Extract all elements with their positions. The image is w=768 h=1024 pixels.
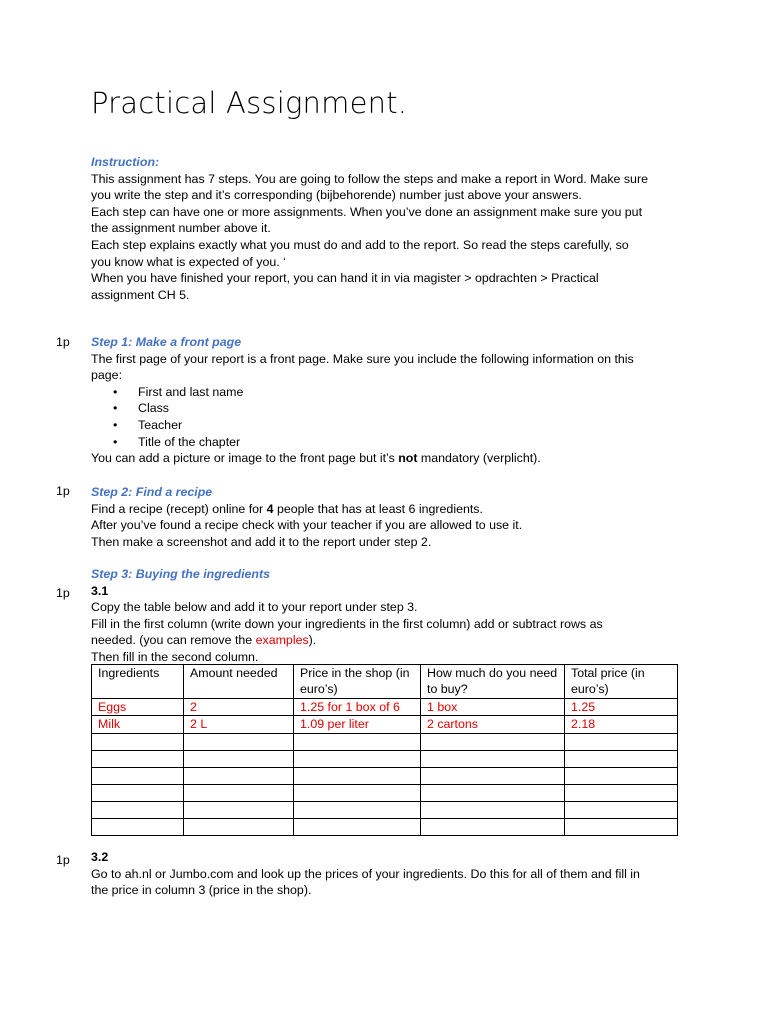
instruction-line: When you have finished your report, you can hand it in via magister > opdrachten > Practical bbox=[91, 271, 599, 286]
step3-points: 1p bbox=[56, 586, 70, 600]
ingredients-table bbox=[91, 664, 678, 836]
empty-cell bbox=[565, 784, 678, 801]
instruction-line: assignment CH 5. bbox=[91, 287, 190, 302]
step1-closing bbox=[91, 450, 691, 467]
step3-line: Then fill in the second column. bbox=[91, 649, 259, 664]
step1-points: 1p bbox=[56, 335, 70, 349]
step3-line: Fill in the first column (write down your ingredients in the first column) add or subtract rows as bbox=[91, 616, 603, 631]
table-header-row bbox=[92, 665, 678, 699]
table-cell: 1 box bbox=[421, 698, 565, 715]
empty-cell bbox=[565, 733, 678, 750]
step1-closing-text-end: mandatory (verplicht). bbox=[417, 451, 541, 466]
examples-highlight: examples bbox=[255, 633, 309, 648]
step3-line3-text: needed. (you can remove the bbox=[91, 633, 256, 648]
step3-sub1-number: 3.1 bbox=[91, 583, 109, 598]
table-cell: Eggs bbox=[92, 698, 184, 715]
step3-line: Copy the table below and add it to your report under step 3. bbox=[91, 600, 418, 615]
step1-line: The first page of your report is a front page. Make sure you include the following information on this bbox=[91, 351, 634, 366]
table-row-empty bbox=[92, 750, 678, 767]
step3-2-section bbox=[91, 849, 691, 899]
instruction-line: you write the step and it’s corresponding (bijbehorende) number just above your answers. bbox=[91, 188, 582, 203]
table-row-empty bbox=[92, 801, 678, 818]
empty-cell bbox=[565, 818, 678, 835]
empty-cell bbox=[421, 767, 565, 784]
empty-cell bbox=[92, 818, 184, 835]
empty-cell bbox=[294, 750, 421, 767]
step2-points: 1p bbox=[56, 484, 70, 498]
table-row bbox=[92, 698, 678, 715]
empty-cell bbox=[294, 733, 421, 750]
step3-2-line: the price in column 3 (price in the shop). bbox=[91, 883, 312, 898]
table-row-empty bbox=[92, 733, 678, 750]
empty-cell bbox=[294, 767, 421, 784]
step2-line bbox=[91, 501, 691, 518]
step3-sub2-number: 3.2 bbox=[91, 850, 109, 864]
table-cell: 1.25 bbox=[565, 698, 678, 715]
empty-cell bbox=[92, 767, 184, 784]
empty-cell bbox=[92, 784, 184, 801]
list-item: • Class bbox=[91, 400, 691, 417]
list-item: • First and last name bbox=[91, 384, 691, 401]
empty-cell bbox=[294, 801, 421, 818]
empty-cell bbox=[421, 801, 565, 818]
empty-cell bbox=[421, 818, 565, 835]
table-cell: 2.18 bbox=[565, 716, 678, 733]
column-header: Ingredients bbox=[92, 665, 184, 699]
instruction-heading: Instruction: bbox=[91, 155, 160, 169]
table-row-empty bbox=[92, 818, 678, 835]
column-header: How much do you need to buy? bbox=[421, 665, 565, 699]
step3-heading: Step 3: Buying the ingredients bbox=[91, 567, 270, 581]
table-cell: 2 L bbox=[184, 716, 294, 733]
empty-cell bbox=[92, 750, 184, 767]
instruction-line: This assignment has 7 steps. You are going to follow the steps and make a report in Word. Make sure bbox=[91, 171, 648, 186]
step2-line1-bold: 4 bbox=[266, 501, 274, 516]
empty-cell bbox=[565, 750, 678, 767]
step2-line: Then make a screenshot and add it to the report under step 2. bbox=[91, 534, 432, 549]
step1-section bbox=[91, 334, 691, 467]
page-title: Practical Assignment. bbox=[91, 86, 408, 120]
empty-cell bbox=[184, 767, 294, 784]
instruction-line: the assignment number above it. bbox=[91, 221, 271, 236]
step1-closing-bold: not bbox=[398, 451, 418, 466]
column-header: Amount needed bbox=[184, 665, 294, 699]
instruction-line: Each step can have one or more assignments. When you’ve done an assignment make sure you put bbox=[91, 204, 643, 219]
step2-heading: Step 2: Find a recipe bbox=[91, 485, 213, 499]
empty-cell bbox=[184, 784, 294, 801]
column-header: Price in the shop (in euro’s) bbox=[294, 665, 421, 699]
empty-cell bbox=[92, 801, 184, 818]
step3-line bbox=[91, 632, 691, 649]
list-item: • Title of the chapter bbox=[91, 434, 691, 451]
step1-line: page: bbox=[91, 368, 123, 383]
empty-cell bbox=[294, 784, 421, 801]
step1-heading: Step 1: Make a front page bbox=[91, 335, 242, 349]
column-header: Total price (in euro’s) bbox=[565, 665, 678, 699]
step2-line1-text-end: people that has at least 6 ingredients. bbox=[273, 501, 483, 516]
step1-closing-text: You can add a picture or image to the front page but it’s bbox=[91, 451, 399, 466]
instruction-line: you know what is expected of you. ‘ bbox=[91, 254, 286, 269]
table-row bbox=[92, 716, 678, 733]
table-row-empty bbox=[92, 767, 678, 784]
instruction-line: Each step explains exactly what you must do and add to the report. So read the steps carefully, so bbox=[91, 237, 629, 252]
table-row-empty bbox=[92, 784, 678, 801]
empty-cell bbox=[421, 750, 565, 767]
table-cell: 1.09 per liter bbox=[294, 716, 421, 733]
empty-cell bbox=[421, 733, 565, 750]
step3-2-points: 1p bbox=[56, 853, 70, 867]
step3-2-line: Go to ah.nl or Jumbo.com and look up the prices of your ingredients. Do this for all of them and fill in bbox=[91, 866, 640, 881]
step2-section bbox=[91, 484, 691, 550]
step2-line: After you’ve found a recipe check with your teacher if you are allowed to use it. bbox=[91, 518, 523, 533]
empty-cell bbox=[294, 818, 421, 835]
empty-cell bbox=[92, 733, 184, 750]
empty-cell bbox=[184, 801, 294, 818]
empty-cell bbox=[565, 767, 678, 784]
instruction-section bbox=[91, 154, 691, 303]
table-cell: Milk bbox=[92, 716, 184, 733]
step3-section bbox=[91, 566, 691, 666]
empty-cell bbox=[421, 784, 565, 801]
empty-cell bbox=[184, 818, 294, 835]
empty-cell bbox=[184, 733, 294, 750]
list-item: • Teacher bbox=[91, 417, 691, 434]
table-cell: 1.25 for 1 box of 6 bbox=[294, 698, 421, 715]
table-cell: 2 cartons bbox=[421, 716, 565, 733]
empty-cell bbox=[565, 801, 678, 818]
step1-bullet-list bbox=[91, 384, 691, 450]
step2-line1-text: Find a recipe (recept) online for bbox=[91, 501, 267, 516]
empty-cell bbox=[184, 750, 294, 767]
table-cell: 2 bbox=[184, 698, 294, 715]
step3-line3-text-end: ). bbox=[308, 633, 317, 648]
